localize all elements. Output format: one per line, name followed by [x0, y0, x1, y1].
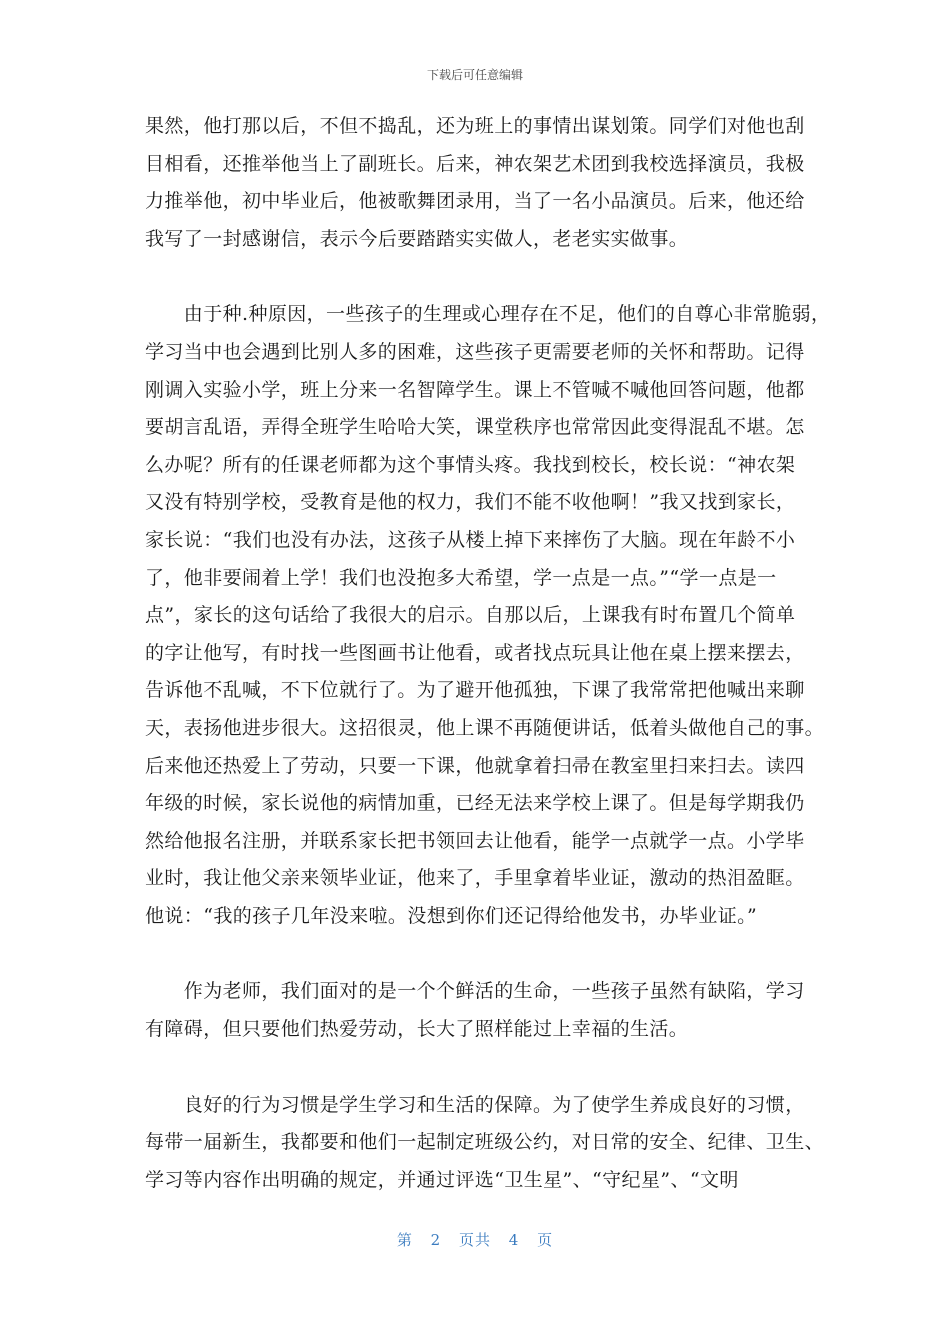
- text-line: 有障碍，但只要他们热爱劳动，长大了照样能过上幸福的生活。: [145, 1018, 689, 1041]
- text-line: 由于种.种原因，一些孩子的生理或心理存在不足，他们的自尊心非常脆弱，: [145, 303, 831, 326]
- text-line: 后来他还热爱上了劳动，只要一下课，他就拿着扫帚在教室里扫来扫去。读四: [145, 754, 805, 777]
- text-line: 刚调入实验小学，班上分来一名智障学生。课上不管喊不喊他回答问题，他都: [145, 378, 805, 401]
- paragraph: [145, 108, 845, 258]
- text-line: 良好的行为习惯是学生学习和生活的保障。为了使学生养成良好的习惯，: [145, 1093, 805, 1116]
- paragraph-gap: [145, 258, 845, 296]
- text-line: 学习当中也会遇到比别人多的困难，这些孩子更需要老师的关怀和帮助。记得: [145, 340, 805, 363]
- text-line: 作为老师，我们面对的是一个个鲜活的生命，一些孩子虽然有缺陷，学习: [145, 980, 805, 1003]
- text-line: 又没有特别学校，受教育是他的权力，我们不能不收他啊！”我又找到家长，: [145, 491, 796, 514]
- paragraph-gap: [145, 1049, 845, 1087]
- paragraph-gap: [145, 935, 845, 973]
- text-line: 家长说：“我们也没有办法，这孩子从楼上掉下来摔伤了大脑。现在年龄不小: [145, 528, 796, 551]
- total-pages-number: 4: [508, 1231, 520, 1249]
- text-line: 我写了一封感谢信，表示今后要踏踏实实做人，老老实实做事。: [145, 227, 689, 250]
- page-header: 下载后可任意编辑: [426, 68, 523, 82]
- page-number-middle: 页共: [458, 1231, 491, 1249]
- page-footer: [0, 1229, 950, 1250]
- current-page-number: 2: [430, 1231, 442, 1249]
- text-line: 了，他非要闹着上学！我们也没抱多大希望，学一点是一点。”“学一点是一: [145, 566, 777, 589]
- paragraph: [145, 973, 845, 1048]
- text-line: 年级的时候，家长说他的病情加重，已经无法来学校上课了。但是每学期我仍: [145, 792, 805, 815]
- text-line: 每带一届新生，我都要和他们一起制定班级公约，对日常的安全、纪律、卫生、: [145, 1131, 825, 1154]
- text-line: 业时，我让他父亲来领毕业证，他来了，手里拿着毕业证，激动的热泪盈眶。: [145, 867, 805, 890]
- text-line: 天，表扬他进步很大。这招很灵，他上课不再随便讲话，低着头做他自己的事。: [145, 716, 825, 739]
- document-body: [145, 108, 845, 1199]
- text-line: 要胡言乱语，弄得全班学生哈哈大笑，课堂秩序也常常因此变得混乱不堪。怎: [145, 416, 805, 439]
- text-line: 果然，他打那以后，不但不捣乱，还为班上的事情出谋划策。同学们对他也刮: [145, 115, 805, 137]
- paragraph: [145, 296, 845, 935]
- text-line: 目相看，还推举他当上了副班长。后来，神农架艺术团到我校选择演员，我极: [145, 152, 805, 175]
- text-line: 然给他报名注册，并联系家长把书领回去让他看，能学一点就学一点。小学毕: [145, 829, 805, 852]
- paragraph: [145, 1087, 845, 1200]
- text-line: 告诉他不乱喊，不下位就行了。为了避开他孤独，下课了我常常把他喊出来聊: [145, 679, 805, 702]
- page-number-prefix: 第: [396, 1231, 413, 1249]
- text-line: 么办呢？所有的任课老师都为这个事情头疼。我找到校长，校长说：“神农架: [145, 453, 796, 476]
- text-line: 力推举他，初中毕业后，他被歌舞团录用，当了一名小品演员。后来，他还给: [145, 190, 805, 213]
- text-line: 点”，家长的这句话给了我很大的启示。自那以后，上课我有时布置几个简单: [145, 604, 796, 627]
- text-line: 学习等内容作出明确的规定，并通过评选“卫生星”、“守纪星”、“文明: [145, 1168, 739, 1191]
- text-line: 他说：“我的孩子几年没来啦。没想到你们还记得给他发书，办毕业证。”: [145, 904, 758, 927]
- text-line: 的字让他写，有时找一些图画书让他看，或者找点玩具让他在桌上摆来摆去，: [145, 641, 805, 664]
- page-number-suffix: 页: [537, 1231, 554, 1249]
